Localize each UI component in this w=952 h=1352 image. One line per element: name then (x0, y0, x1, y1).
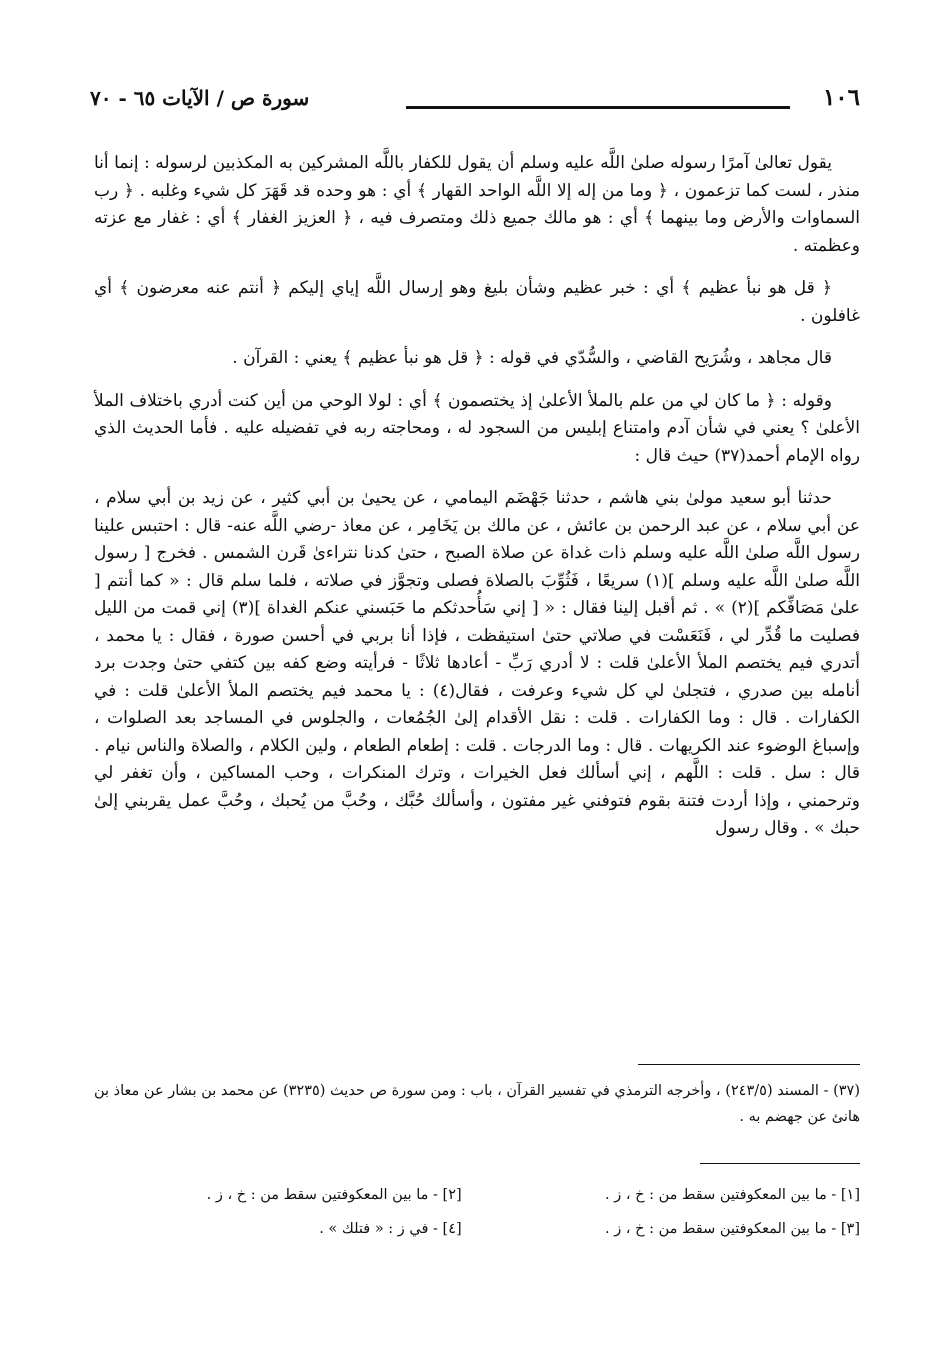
variant-note-1: [١] - ما بين المعكوفتين سقط من : خ ، ز . (605, 1187, 860, 1203)
paragraph-1: يقول تعالىٰ آمرًا رسوله صلىٰ اللَّه عليه وسلم أن يقول للكفار باللَّه المشركين به المكذبين لرسوله : إنما أنا منذر ، لست كما تزعمون ، ﴿ وما من إله إلا اللَّه الواحد القهار ﴾ أي : هو وحده قد قَهَرَ كل شيء وغلبه . ﴿ رب السماوات والأرض وما بينهما ﴾ أي : هو مالك جميع ذلك ومتصرف فيه ، ﴿ العزيز الغفار ﴾ أي : غفار مع عزته وعظمته . (94, 153, 860, 256)
variant-note-3: [٣] - ما بين المعكوفتين سقط من : خ ، ز . (605, 1221, 860, 1237)
hadith-text: حدثنا أبو سعيد مولىٰ بني هاشم ، حدثنا جَهْضَم اليمامي ، عن يحيىٰ بن أبي كثير ، عن زيد بن أبي سلام ، عن أبي سلام ، عن عبد الرحمن بن عائش ، عن مالك بن يَخَامِر ، عن معاذ -رضي اللَّه عنه- قال : احتبس علينا رسول اللَّه صلىٰ اللَّه عليه وسلم ذات غداة عن صلاة الصبح ، حتىٰ كدنا نتراءىٰ قَرن الشمس . فخرج [ رسول اللَّه صلىٰ اللَّه عليه وسلم ](١) سريعًا ، فَثُوِّبَ بالصلاة فصلى وتجوَّز في صلاته ، فلما سلم قال : « كما أنتم [ علىٰ مَصَافِّكم ](٢) » . ثم أقبل إلينا فقال : « [ إني سَأُحدثكم ما حَبَسني عنكم الغداة ](٣) إني قمت من الليل فصليت ما قُدِّر لي ، فَنَعَسْت في صلاتي حتىٰ استيقظت ، فإذا أنا بربي في أحسن صورة ، فقال : يا محمد ، أتدري فيم يختصم الملأ الأعلىٰ قلت : لا أدري رَبِّ - أعادها ثلاثًا - فرأيته وضع كفه بين كتفي حتىٰ وجدت برد أنامله بين صدري ، فتجلىٰ لي كل شيء وعرفت ، فقال(٤) : يا محمد فيم يختصم الملأ الأعلىٰ قلت : في الكفارات . قال : وما الكفارات . قلت : نقل الأقدام إلىٰ الجُمُعات ، والجلوس في المساجد بعد الصلوات ، وإسباغ الوضوء عند الكريهات . قال : وما الدرجات . قلت : إطعام الطعام ، ولين الكلام ، والصلاة والناس نيام . قال : سل . قلت : اللَّهم ، إني أسألك فعل الخيرات ، وترك المنكرات ، وحب المساكين ، وأن تغفر لي وترحمني ، وإذا أردت فتنة بقوم فتوفني غير مفتون ، وأسألك حُبَّك ، وحُبَّ من يُحبك ، وحُبَّ عمل يقربني إلىٰ حبك » . وقال رسول (94, 488, 861, 838)
header-rule (406, 106, 790, 109)
paragraph-3: قال مجاهد ، وشُرَيح القاضي ، والسُّدّي في قوله : ﴿ قل هو نبأ عظيم ﴾ يعني : القرآن . (232, 348, 832, 368)
paragraph-4: وقوله : ﴿ ما كان لي من علم بالملأ الأعلىٰ إذ يختصمون ﴾ أي : لولا الوحي من أين كنت أدري باختلاف الملأ الأعلىٰ ؟ يعني في شأن آدم وامتناع إبليس من السجود له ، ومحاجته ربه في تفضيله عليه . فأما الحديث الذي رواه الإمام أحمد(٣٧) حيث قال : (94, 390, 860, 466)
footnote-37: (٣٧) - المسند (٢٤٣/٥) ، وأخرجه الترمذي في تفسير القرآن ، باب : ومن سورة ص حديث (٣٢٣٥) عن محمد بن بشار عن معاذ بن هانئ عن جهضم به . (94, 1083, 860, 1125)
main-text (94, 150, 860, 843)
footnote-separator (638, 1064, 860, 1065)
variant-row (94, 1212, 860, 1246)
variant-row (94, 1178, 860, 1212)
paragraph-2: ﴿ قل هو نبأ عظيم ﴾ أي : خبر عظيم وشأن بليغ وهو إرسال اللَّه إياي إليكم ﴿ أنتم عنه معرضون ﴾ أي غافلون . (94, 278, 860, 326)
variant-separator (700, 1163, 860, 1164)
page-header (90, 84, 860, 124)
running-title: سورة ص / الآيات ٦٥ - ٧٠ (90, 86, 310, 110)
variant-note-4: [٤] - في ز : « فتلك » . (319, 1221, 462, 1237)
variant-notes (94, 1178, 860, 1246)
variant-note-2: [٢] - ما بين المعكوفتين سقط من : خ ، ز . (206, 1187, 462, 1203)
page-number: ١٠٦ (822, 84, 860, 111)
